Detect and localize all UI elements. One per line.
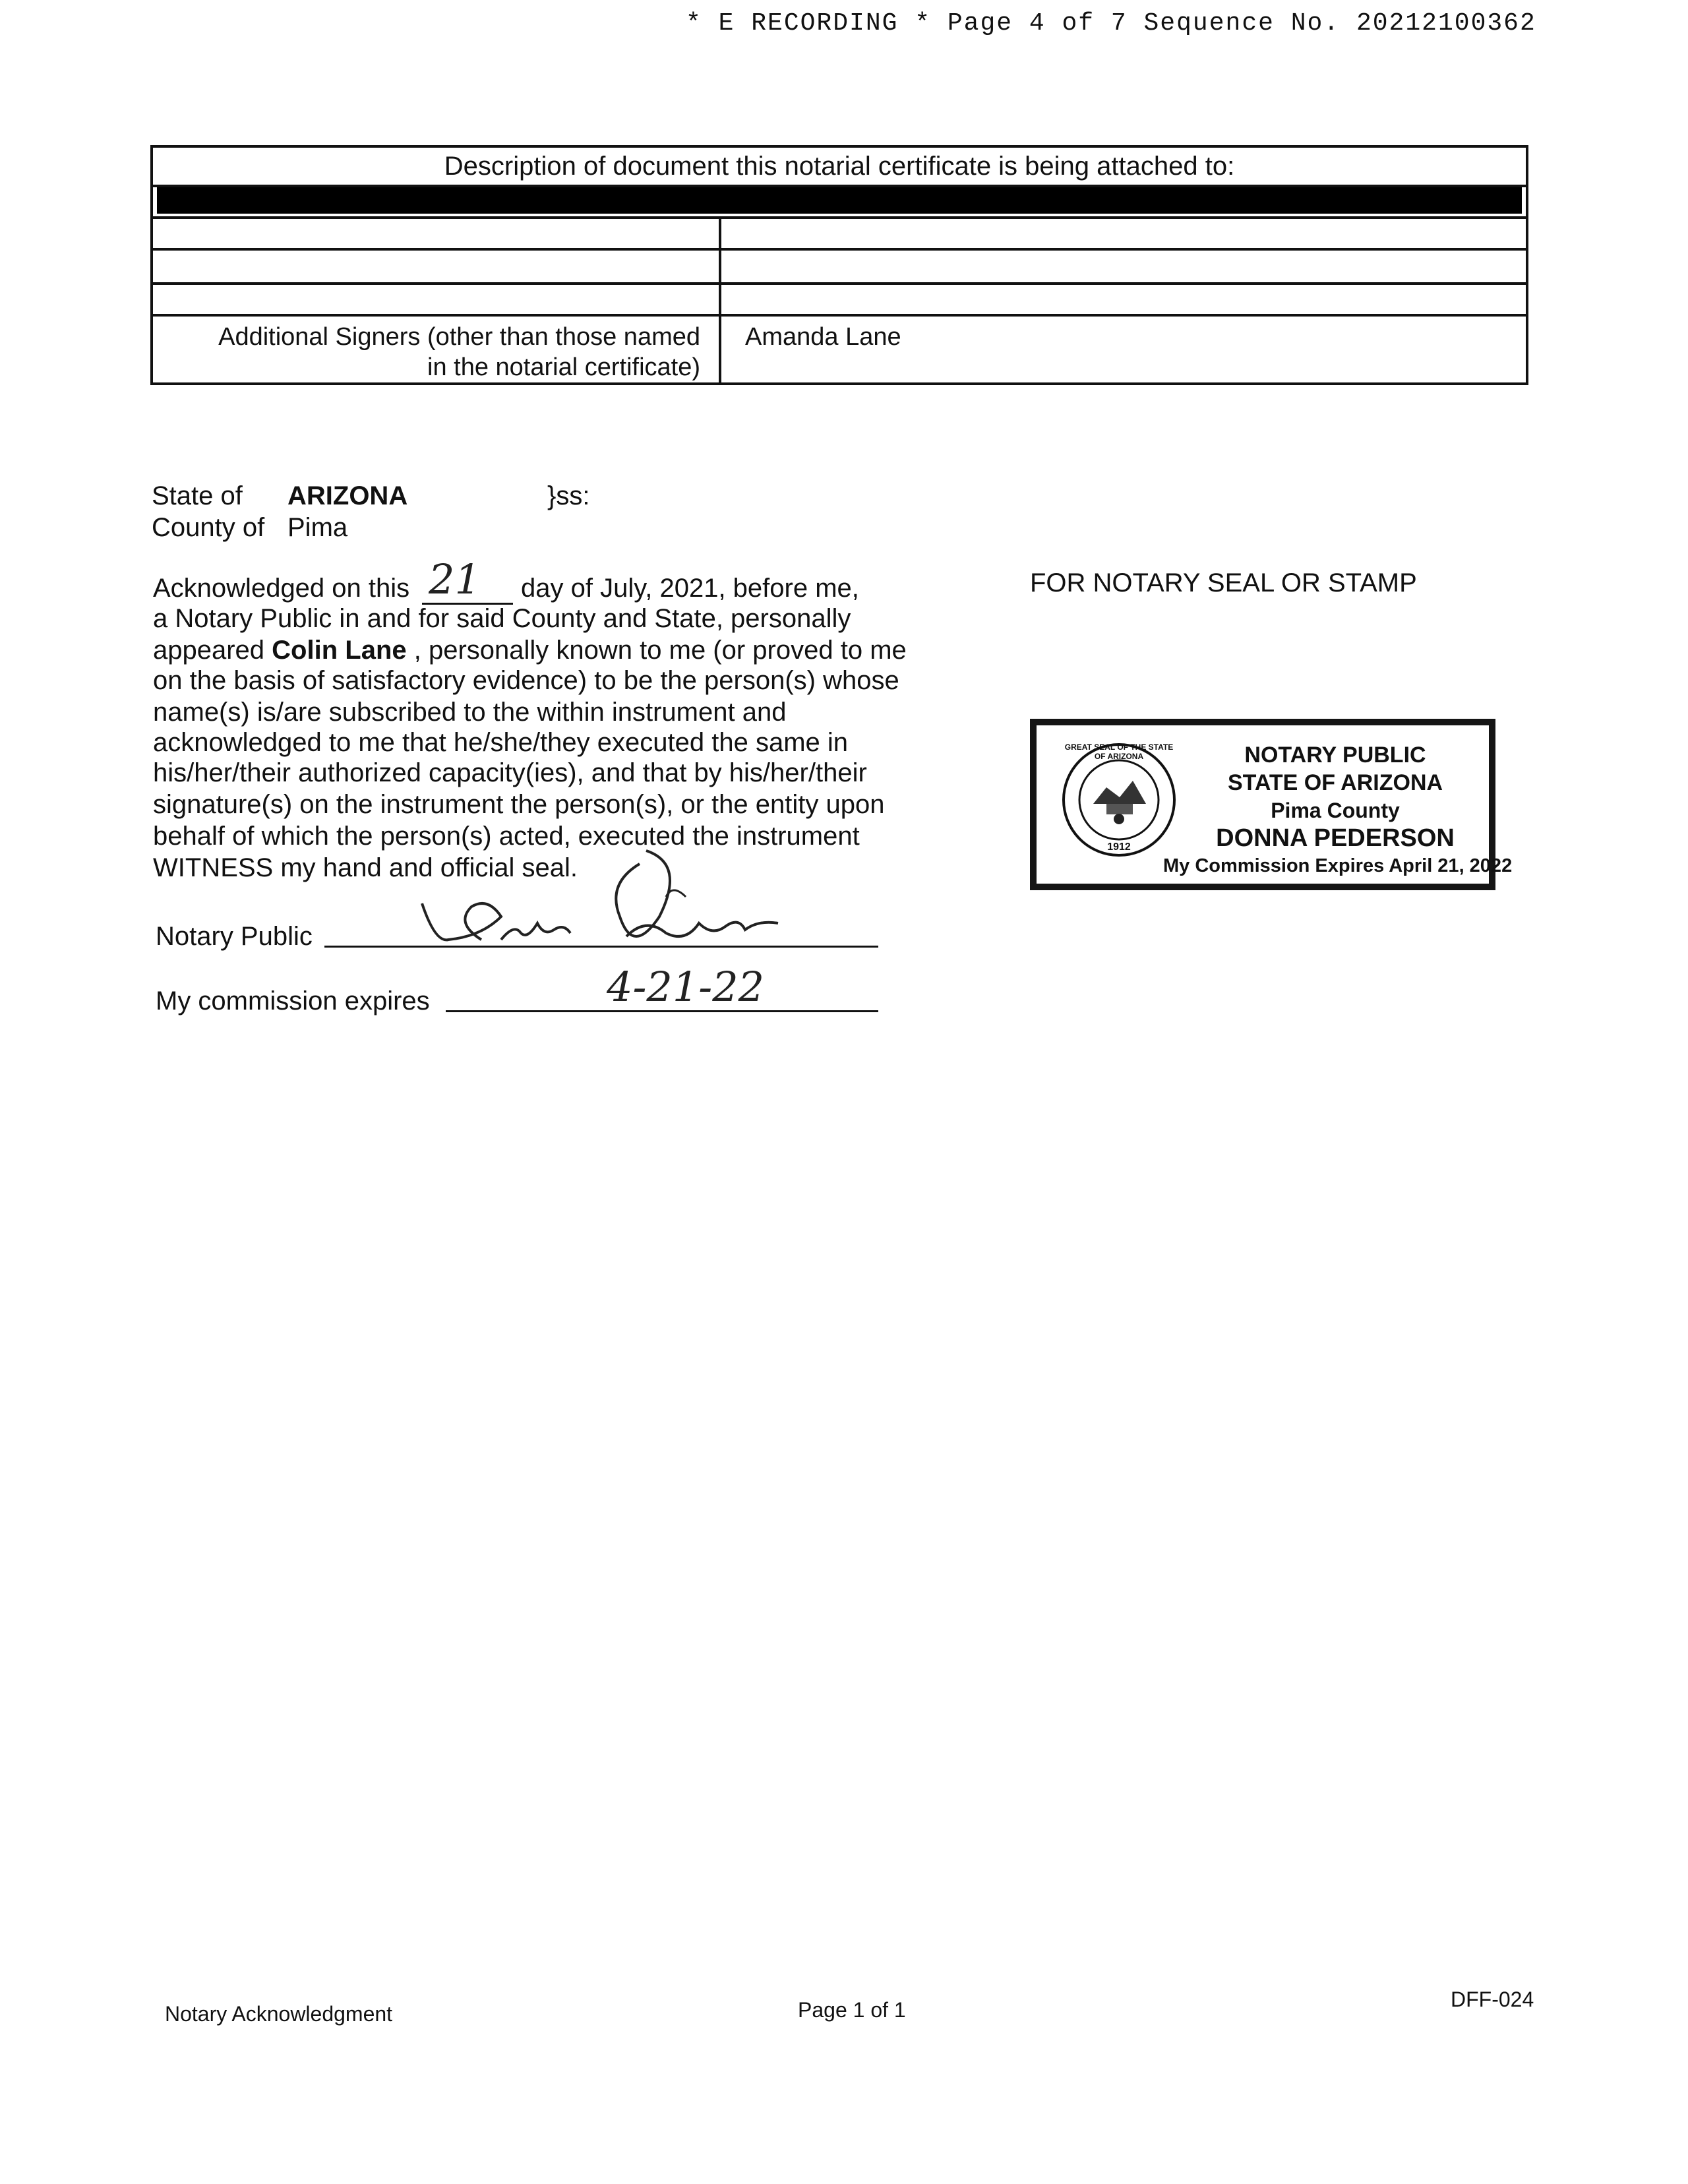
- commission-expires-label: My commission expires: [156, 986, 430, 1016]
- day-handwritten: 21: [429, 555, 481, 603]
- additional-signers-value: Amanda Lane: [745, 323, 901, 351]
- additional-signers-label-line1: Additional Signers (other than those named: [218, 323, 700, 351]
- footer-left: Notary Acknowledgment: [165, 2002, 393, 2026]
- table-divider: [153, 282, 1526, 285]
- notary-public-label: Notary Public: [156, 922, 313, 951]
- ack-line8: signature(s) on the instrument the person(s), or the entity upon: [153, 790, 885, 819]
- notary-signature: [409, 824, 857, 956]
- seal-year: 1912: [1107, 841, 1131, 853]
- table-divider: [153, 248, 1526, 251]
- state-value: ARIZONA: [287, 481, 408, 510]
- stamp-text: [1163, 741, 1513, 880]
- ack-line5: name(s) is/are subscribed to the within instrument and: [153, 698, 787, 727]
- seal-area-label: FOR NOTARY SEAL OR STAMP: [1030, 568, 1417, 597]
- ack-line1-suffix: day of July, 2021, before me,: [521, 574, 859, 603]
- ack-line2: a Notary Public in and for said County and State, personally: [153, 604, 851, 633]
- additional-signers-label: [153, 322, 700, 382]
- county-value: Pima: [287, 513, 348, 542]
- ack-line7: his/her/their authorized capacity(ies), and that by his/her/their: [153, 758, 867, 787]
- stamp-line5: My Commission Expires April 21, 2022: [1163, 855, 1513, 876]
- additional-signers-label-line2: in the notarial certificate): [427, 353, 700, 381]
- ack-line10: WITNESS my hand and official seal.: [153, 853, 578, 882]
- stamp-line4: DONNA PEDERSON: [1216, 824, 1455, 852]
- table-column-divider: [719, 216, 721, 382]
- seal-ring-text: GREAT SEAL OF THE STATE OF ARIZONA: [1064, 743, 1174, 761]
- commission-expires-handwritten: 4-21-22: [607, 963, 765, 1011]
- ss-bracket: }ss:: [547, 481, 590, 510]
- description-table: [150, 145, 1528, 385]
- notary-stamp: [1030, 719, 1513, 890]
- ack-line3-prefix: appeared: [153, 636, 265, 665]
- ack-line1-prefix: Acknowledged on this: [153, 574, 410, 603]
- ack-line4: on the basis of satisfactory evidence) to be the person(s) whose: [153, 666, 899, 695]
- footer-right: DFF-024: [1451, 1987, 1534, 2011]
- ack-line3: [153, 634, 907, 666]
- stamp-line2: STATE OF ARIZONA: [1227, 770, 1443, 795]
- stamp-line1: NOTARY PUBLIC: [1244, 743, 1426, 768]
- seal-text: [1060, 741, 1178, 859]
- stamp-line3: Pima County: [1271, 799, 1400, 822]
- ack-line9: behalf of which the person(s) acted, executed the instrument: [153, 822, 860, 851]
- description-title: Description of document this notarial certificate is being attached to:: [153, 148, 1526, 187]
- footer-center: Page 1 of 1: [798, 1998, 906, 2022]
- county-label: County of: [152, 513, 265, 542]
- ack-line6: acknowledged to me that he/she/they executed the same in: [153, 728, 849, 757]
- signer-name: Colin Lane: [272, 636, 407, 665]
- table-divider: [153, 216, 1526, 219]
- state-label: State of: [152, 481, 243, 510]
- recording-header: * E RECORDING * Page 4 of 7 Sequence No. 20212100362: [686, 9, 1536, 38]
- ack-line3-suffix: , personally known to me (or proved to me: [413, 636, 907, 665]
- table-divider: [153, 314, 1526, 317]
- redaction-bar: [157, 187, 1522, 214]
